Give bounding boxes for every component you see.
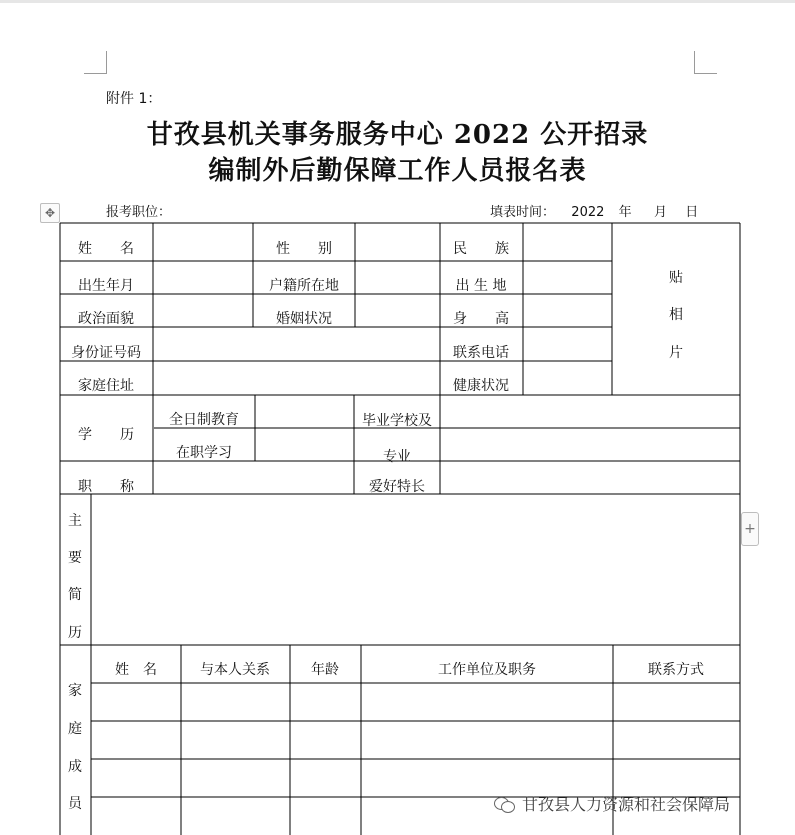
wechat-bubble-icon [494,795,516,813]
fill-month-unit: 月 [653,205,667,220]
birthplace-field[interactable] [524,262,611,293]
height-field[interactable] [524,295,611,326]
fill-day-unit: 日 [685,205,699,220]
hobby-field[interactable] [441,462,739,493]
label-school-major-2: 专业 [383,449,411,465]
marital-field[interactable] [356,295,439,326]
attachment-label: 附件 1： [106,91,162,107]
label-address: 家庭住址 [78,378,134,394]
label-birthplace: 出 生 地 [455,278,507,294]
label-hobby: 爱好特长 [369,479,425,495]
fill-year-unit: 年 [618,205,632,220]
family-header-name: 姓 名 [115,662,157,678]
watermark [494,792,730,815]
label-fulltime: 全日制教育 [169,412,239,428]
label-school-major-1: 毕业学校及 [362,413,432,429]
family-row[interactable] [92,684,739,720]
family-char-1: 家 [68,683,82,699]
label-phone: 联系电话 [453,345,509,361]
health-field[interactable] [524,362,611,394]
label-inservice: 在职学习 [176,445,232,461]
position-label: 报考职位： [106,205,172,220]
resume-field[interactable] [92,495,739,644]
photo-char-3: 片 [669,345,683,361]
label-id-number: 身份证号码 [71,345,141,361]
photo-char-2: 相 [669,307,683,323]
resume-char-1: 主 [68,513,82,529]
family-row[interactable] [92,760,739,796]
resume-char-4: 历 [68,625,82,641]
family-char-2: 庭 [68,721,82,737]
birth-date-field[interactable] [154,262,252,293]
plus-icon[interactable]: + [741,512,759,546]
label-title: 职 称 [78,479,134,495]
label-marital: 婚姻状况 [276,311,332,327]
resume-char-2: 要 [68,550,82,566]
label-household: 户籍所在地 [269,278,339,294]
label-name: 姓 名 [78,241,134,257]
inservice-field[interactable] [256,429,353,460]
school-field[interactable] [441,396,739,427]
move-cross-icon[interactable]: ✥ [40,203,60,223]
title-field[interactable] [154,462,353,493]
fill-time-label: 填表时间： [490,205,556,220]
fill-year: 2022 [571,205,605,220]
document-title-line2: 编制外后勤保障工作人员报名表 [208,156,587,186]
label-health: 健康状况 [453,378,509,394]
family-char-4: 员 [68,796,82,812]
label-birth-date: 出生年月 [78,278,134,294]
family-header-relation: 与本人关系 [200,662,270,678]
label-gender: 性 别 [276,241,332,257]
major-field[interactable] [441,429,739,460]
watermark-text: 甘孜县人力资源和社会保障局 [522,795,731,814]
ethnicity-field[interactable] [524,224,611,260]
family-header-age: 年龄 [311,662,339,678]
gender-field[interactable] [356,224,439,260]
name-field[interactable] [154,224,252,260]
phone-field[interactable] [524,328,611,360]
label-education: 学 历 [78,427,134,443]
document-title-line1: 甘孜县机关事务服务中心 2022 公开招录 [146,120,649,150]
family-header-work: 工作单位及职务 [438,662,536,678]
political-field[interactable] [154,295,252,326]
family-row[interactable] [92,722,739,758]
photo-char-1: 贴 [669,270,683,286]
fulltime-field[interactable] [256,396,353,427]
label-height: 身 高 [453,311,509,327]
label-political: 政治面貌 [78,311,134,327]
address-field[interactable] [154,362,439,394]
family-char-3: 成 [68,759,82,775]
household-field[interactable] [356,262,439,293]
id-number-field[interactable] [154,328,439,360]
family-header-contact: 联系方式 [648,662,704,678]
resume-char-3: 简 [68,587,82,603]
label-ethnicity: 民 族 [453,241,509,257]
